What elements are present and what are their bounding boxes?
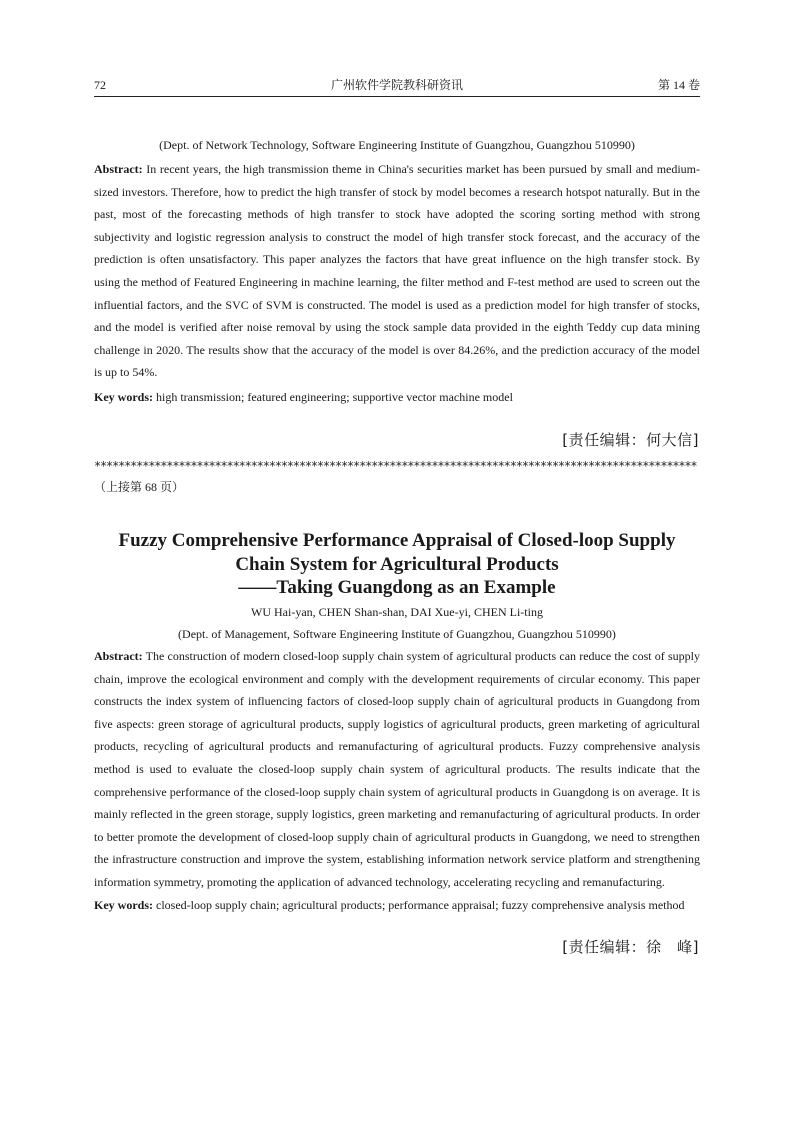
article1-keywords [94,388,700,406]
article2-keywords [94,896,700,914]
article1-abstract-label: Abstract: [94,162,143,176]
article2-abstract [94,645,700,894]
article1-keywords-text: high transmission; featured engineering; supportive vector machine model [156,390,513,404]
article1-editor: [责任编辑：何大信] [562,431,699,449]
separator-line: **************************************************************************************************** [94,459,697,473]
article2-affiliation: (Dept. of Management, Software Engineering Institute of Guangzhou, Guangzhou 510990) [178,627,616,641]
article2-title-line1: Fuzzy Comprehensive Performance Appraisal of Closed-loop Supply [118,530,676,551]
header-rule [94,96,700,97]
article2-abstract-label: Abstract: [94,649,143,663]
article1-abstract-text: In recent years, the high transmission theme in China's securities market has been pursued by small and medium-sized investors. Therefore, how to predict the high transfer of stock by model becomes a research hotspot naturally. But in the past, most of the forecasting methods of high transfer to stock have adopted the scoring sorting method with strong subjectivity and logistic regression analysis to construct the model of high transfer stock forecast, and the accuracy of the prediction is often unsatisfactory. This paper analyzes the factors that have great influence on the high transfer stock. By using the method of Featured Engineering in machine learning, the filter method and F-test method are used to screen out the influential factors, and the SVC of SVM is constructed. The model is used as a prediction model for high transfer of stocks, and the model is verified after noise removal by using the stock sample data provided in the eighth Teddy cup data mining challenge in 2020. The results show that the accuracy of the model is over 84.26%, and the prediction accuracy of the model is up to 54%. [94,162,701,380]
article2-title-line2: Chain System for Agricultural Products [235,554,559,575]
article2-keywords-text: closed-loop supply chain; agricultural products; performance appraisal; fuzzy comprehensive analysis method [156,898,685,912]
article2-abstract-text: The construction of modern closed-loop supply chain system of agricultural products can reduce the cost of supply chain, improve the ecological environment and comply with the development requirements of circular economy. This paper constructs the index system of influencing factors of closed-loop supply chain of agricultural products in Guangdong from five aspects: green storage of agricultural products, supply logistics of agricultural products, green marketing of agricultural products, recycling of agricultural products and remanufacturing of agricultural products. Fuzzy comprehensive analysis method is used to evaluate the closed-loop supply chain system of agricultural products. The results indicate that the comprehensive performance of the closed-loop supply chain system of agricultural products in Guangdong is on average. It is mainly reflected in the green storage, supply logistics, green marketing and remanufacturing of agricultural products. In order to better promote the development of closed-loop supply chain of agricultural products in Guangdong, we need to strengthen the infrastructure construction and improve the system, establishing information network service platform and strengthening information symmetry, promoting the application of advanced technology, accelerating recycling and remanufacturing. [94,649,700,889]
article1-affiliation: (Dept. of Network Technology, Software Engineering Institute of Guangzhou, Guangzhou 510990) [159,138,635,152]
article2-title-line3: ——Taking Guangdong as an Example [238,577,556,598]
journal-name: 广州软件学院教科研资讯 [330,78,463,92]
article1-keywords-label: Key words: [94,390,153,404]
page-number: 72 [94,78,106,92]
article2-keywords-label: Key words: [94,898,153,912]
article2-authors: WU Hai-yan, CHEN Shan-shan, DAI Xue-yi, CHEN Li-ting [251,605,543,619]
article1-abstract [94,158,700,384]
article2-editor: [责任编辑：徐 峰] [562,938,699,956]
continued-note: （上接第 68 页） [94,480,185,494]
volume-label: 第 14 卷 [657,78,700,92]
running-header [94,76,700,94]
